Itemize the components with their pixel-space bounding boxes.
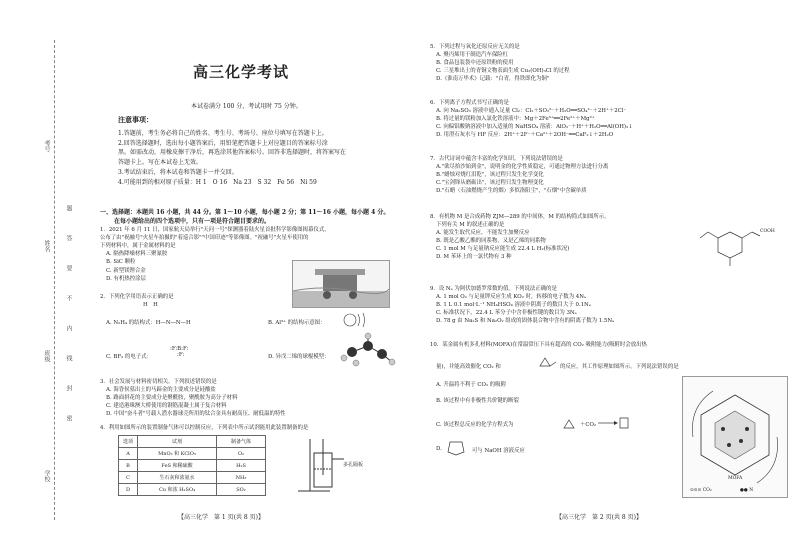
question-text: 1．2021 年 6 月 11 日，国家航天局举行"天问一号"探测器着陆火星首批科学影像图揭幕仪式， [100, 227, 330, 233]
question-text: 的反应，其工作原理如图所示。下列说法错误的是 [560, 364, 679, 370]
question-4 [100, 423, 418, 431]
epoxide-structure [536, 354, 558, 370]
option-a: A. N₂H₄ 的结构式：H—N—N—H [106, 320, 191, 326]
option-b: B. 既是乙酸乙酯的同系物，又是乙烯的同系物 [436, 238, 546, 244]
note-line: 2.回答选择题时，选出每小题答案后，用铅笔把答题卡上对应题目的答案标号涂 [118, 139, 328, 147]
seal-word: 要 [65, 265, 72, 271]
structure-h-top: H H [143, 302, 158, 308]
option-a: A. 向 Na₂SO₃ 溶液中通入足量 Cl₂：Cl₂＋SO₃²⁻＋H₂O══SO₄²⁻＋2H⁺＋2Cl⁻ [436, 108, 627, 114]
xingming-label: 姓名 [43, 240, 50, 252]
section-heading [100, 208, 418, 226]
seal-line [54, 40, 55, 520]
option-a: A."欲尽拾沙始到金"，说明金的化学性质稳定，可通过物理方法进行分离 [436, 164, 609, 170]
header-cell: 试剂 [138, 436, 217, 448]
option-c: C. 新型镁锂合金 [106, 267, 146, 274]
footer-left: 【高三化学 第 1 页(共 8 页)】 [178, 514, 264, 521]
co2-term: ＋CO₂ [580, 422, 597, 428]
binding-margin [0, 0, 92, 543]
option-c: C. 向偏铝酸钠溶液中加入适量的 NaHSO₄ 溶液：AlO₂⁻＋H⁺＋H₂O══Al(OH)₃↓ [436, 124, 633, 130]
mofa-label: MOFA [728, 476, 743, 481]
option-b: B. SiC 颗粒 [106, 259, 136, 266]
co2-legend: ⊙⊙⊙ CO₂ [690, 488, 712, 493]
option-c: C. 标准状况下，22.4 L 苯分子中含非极性键的数目为 3Nₐ [436, 310, 577, 316]
option-c: C. 三星堆出土的青铜文物表面生成 Cu₂(OH)₃Cl 的过程 [436, 68, 570, 74]
question-text: 下列材料中，属于金属材料的是 [100, 243, 176, 250]
seal-word: 线 [65, 355, 72, 361]
seal-word: 不 [65, 295, 72, 301]
cyclic-carbonate-structure [446, 436, 470, 456]
bf3-electron-formula: :F:B:F: :F: [170, 346, 189, 359]
option-b: B."蜡烛对烧红泪乾"，该过程只发生化学变化 [436, 172, 544, 178]
section-heading-line: 在每小题给出的四个选项中，只有一项是符合题目要求的。 [114, 218, 271, 225]
option-b: B. 1 L 0.1 mol·L⁻¹ NH₄HSO₄ 溶液中阴离子的数目大于 0.1Nₐ [436, 302, 591, 308]
option-a: A. 隔热降噪材料三聚氰胺 [106, 251, 168, 258]
question-6: 6．下列离子方程式书写正确的是 A. 向 Na₂SO₃ 溶液中通入足量 Cl₂：Cl₂＋SO₃²⁻＋H₂O══SO₄²⁻＋2H⁺＋2Cl⁻ B. 将过量的镁粉加入氯化铁溶液中：Mg＋2Fe³⁺══2Fe²⁺＋Mg²⁺ C. 向偏铝酸钠溶液中加入适量的 NaHSO₄ 溶液：AlO₂⁻＋H⁺＋H₂O══Al(OH)₃↓ D. 用澄石灰水与 HF 反应：2H⁺＋2F⁻＋Ca²⁺＋2OH⁻══CaF₂↓＋2H₂O [430, 98, 778, 138]
section-heading-line: 一、选择题：本题共 16 小题，共 44 分。第 1～10 小题，每小题 2 分；第 11～16 小题，每小题 4 分。 [100, 209, 390, 216]
footer-right: 【高三化学 第 2 页(共 8 页)】 [556, 514, 642, 521]
question-9: 9．设 Nₐ 为阿伏加德罗常数的值。下列说法正确的是 A. 1 mol O₂ 与足量钾反应生成 KO₂ 时，转移的电子数为 4Nₐ B. 1 L 0.1 mol·L⁻¹ NH₄HSO₄ 溶液中阴离子的数目大于 0.1Nₐ C. 标准状况下，22.4 L 苯分子中含非极性键的数目为 3Nₐ D. 78 g 由 Na₂S 和 Na₂O₂ 组成的固体混合物中含有的阴离子数为 1.5Nₐ [430, 284, 778, 324]
seal-word: 内 [65, 325, 72, 331]
table-row: C 生石灰和浓氨水 NH₃ [119, 472, 266, 484]
exam-title: 高三化学考试 [193, 63, 290, 81]
option-d: D. [436, 446, 442, 452]
table-row: A MnO₂ 和 KClO₃ O₂ [119, 448, 266, 460]
option-a: A. 聚丙烯用于制造汽车保险杠 [436, 52, 509, 58]
option-a: A. 海昏侯墓出土的马蹄金的主要成分是硅酸盐 [106, 387, 216, 393]
header-cell: 选项 [119, 436, 138, 448]
question-3 [100, 377, 418, 417]
option-b: B. 食品包装袋中还原铁粉的使用 [436, 60, 514, 66]
option-b: B. 将过量的镁粉加入氯化铁溶液中：Mg＋2Fe³⁺══2Fe²⁺＋Mg²⁺ [436, 116, 595, 122]
rover-image [293, 261, 389, 307]
option-c: C."宝剑锋从磨砺出"，该过程只发生物理变化 [436, 180, 544, 186]
option-a: A. 升温将不利于 CO₂ 的吸附 [436, 382, 506, 388]
banji-label: 班级 [43, 350, 50, 362]
question-text: 3．社会发展与材料密切相关。下列叙述错误的是 [100, 379, 217, 385]
question-text: 4．利用如图所示的装置制备气体可以控制反应，下列表中所示试剂能用此装置制备的是 [100, 425, 309, 431]
option-b: B. 路面拼花的主要成分是聚酰胺，聚酰胺为高分子材料 [106, 395, 238, 401]
question-7: 7．古代诗词中蕴含丰富的化学知识。下列说法错误的是 A."欲尽拾沙始到金"，说明金的化学性质稳定，可通过物理方法进行分离 B."蜡烛对烧红泪乾"，该过程只发生化学变化 C."宝剑锋从磨砺出"，该过程只发生物理变化 D."石蜡（石油燃烧产生的烟）多似洛阳尘"，"石烟"中含碳单质 [430, 154, 778, 194]
option-a: A. 能发生取代反应，不能发生加聚反应 [436, 230, 530, 236]
seal-word: 封 [65, 385, 72, 391]
seal-word: 答 [65, 235, 72, 241]
note-line: 1.答题前，考生务必将自己的姓名、考生号、考场号、座位号填写在答题卡上。 [118, 130, 328, 137]
cooh-label: COOH [760, 229, 775, 234]
note-line: 黑。如需改动，用橡皮擦干净后，再选涂其他答案标号。回答非选择题时，将答案写在 [118, 149, 347, 157]
reagent-table [118, 435, 266, 496]
option-d: D. 有机热控涂层 [106, 275, 146, 282]
xuexiao-label: 学校 [43, 470, 50, 482]
question-8: 8．有机物 M 是合成药物 ZJM—289 的中间体，M 的结构简式如图所示。 下列有关 M 的叙述正确的是 A. 能发生取代反应，不能发生加聚反应 B. 既是乙酸乙酯的同系物，又是乙烯的同系物 C. 1 mol M 与足量钠反应能生成 22.4 L H₂(标准状况) D. M 苯环上的一氯代物有 3 种 [430, 212, 778, 260]
atom-diagram [342, 310, 372, 330]
option-b: B. Al³⁺ 的结构示意图： [268, 320, 326, 326]
mars-rover-photo [292, 260, 390, 308]
notes-list [118, 129, 423, 187]
table-header [119, 436, 266, 448]
note-line: 4.可能用到的相对原子质量：H 1 O 16 Na 23 S 32 Fe 56 Ni 59 [118, 178, 317, 186]
question-5: 5．下列过程与氧化还原反应无关的是 A. 聚丙烯用于制造汽车保险杠 B. 食品包装袋中还原铁粉的使用 C. 三星堆出土的青铜文物表面生成 Cu₂(OH)₃Cl 的过程 D.《淮南万毕术》记载："白青，得铁即化为铜" [430, 42, 778, 82]
option-d: D."石蜡（石油燃烧产生的烟）多似洛阳尘"，"石烟"中含碳单质 [436, 188, 587, 194]
question-text: 量)，并能高效催化 CO₂ 和 [436, 364, 501, 370]
seal-word: 题 [65, 205, 72, 211]
header-cell: 制备气体 [217, 436, 266, 448]
seal-word: 密 [65, 415, 72, 421]
option-c: C. 建造港珠澳大桥使用的钢筋混凝土属于复合材料 [106, 403, 227, 409]
question-text: 2．下列化学用语表示正确的是 [100, 294, 174, 300]
ball-stick-model [338, 332, 398, 372]
question-2 [100, 292, 418, 300]
exam-subtitle: 本试卷满分 100 分，考试用时 75 分钟。 [191, 103, 302, 110]
option-d: D. 78 g 由 Na₂S 和 Na₂O₂ 组成的固体混合物中含有的阴离子数为 1.5Nₐ [436, 318, 615, 324]
notes-heading: 注意事项： [118, 116, 153, 124]
fig-label: 多孔隔板 [343, 462, 364, 468]
kaohao-label: 考号 [43, 140, 50, 152]
note-line: 答题卡上。写在本试卷上无效。 [118, 159, 203, 167]
n-legend: ●● N [740, 488, 754, 493]
note-line: 3.考试结束后，将本试卷和答题卡一并交回。 [118, 168, 238, 176]
option-d: D.《淮南万毕术》记载："白青，得铁即化为铜" [436, 76, 550, 82]
option-b: B. 该过程中有非极性共价键的断裂 [436, 398, 519, 404]
option-d: D. M 苯环上的一氯代物有 3 种 [436, 254, 512, 260]
question-text: 公布了由"祝融号"火星车拍摄的"着巡合影""中国印迹"等影像图。"祝融号"火星车使用的 [100, 235, 309, 242]
table-row: D Cu 和浓 H₂SO₄ SO₂ [119, 484, 266, 496]
option-d-text: 可与 NaOH 溶液反应 [472, 448, 525, 454]
option-c: C. 该过程总反应的化学方程式为 [436, 422, 514, 428]
option-d: D. 异戊二烯的球棍模型： [268, 354, 330, 360]
option-a: A. 1 mol O₂ 与足量钾反应生成 KO₂ 时，转移的电子数为 4Nₐ [436, 294, 587, 300]
option-d: D. 中国"奋斗者"号载人潜水器球壳所用的钛合金具有耐高压、耐低温的特性 [106, 411, 286, 417]
option-c: C. 1 mol M 与足量钠反应能生成 22.4 L H₂(标准状况) [436, 246, 570, 252]
table-row: B FeS 和稀硫酸 H₂S [119, 460, 266, 472]
option-c: C. BF₃ 的电子式： [106, 354, 152, 360]
question-10: 10．某金属有机多孔材料(MOFA)在常温常压下具有超高的 CO₂ 吸附能力(吸附时会放出热 [430, 342, 647, 348]
option-d: D. 用澄石灰水与 HF 反应：2H⁺＋2F⁻＋Ca²⁺＋2OH⁻══CaF₂↓＋2H₂O [436, 132, 614, 138]
